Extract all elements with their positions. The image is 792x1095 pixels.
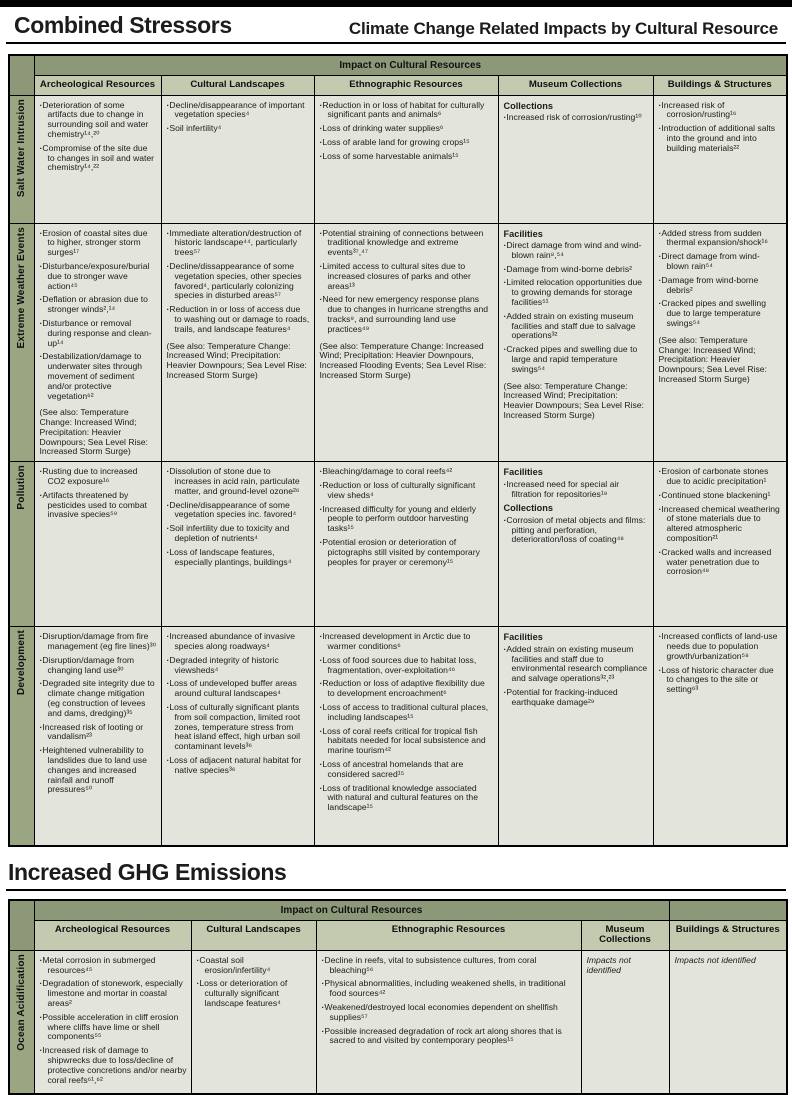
cell-subheading: Collections — [503, 100, 554, 111]
bullet-item: · Damage from wind-borne debris² — [659, 276, 783, 296]
band-header: Impact on Cultural Resources — [34, 900, 669, 921]
bullet-item: · Added strain on existing museum facilities and staff due to environmental research compliance and salvage operations³²,²³ — [504, 645, 649, 684]
cell-swi-archeological — [34, 95, 161, 223]
bullet-item: · Corrosion of metal objects and films: pitting and perforation, deterioration/loss of coating⁴⁸ — [504, 516, 649, 545]
bullet-item: · Loss of drinking water supplies⁶ — [320, 124, 494, 134]
bullet-item: · Direct damage from wind-blown rain⁵⁴ — [659, 252, 783, 272]
bullet-item: · Bleaching/damage to coral reefs⁴² — [320, 467, 494, 477]
section-title-combined-stressors: Combined Stressors — [14, 12, 232, 38]
combined-stressors-table — [8, 54, 788, 847]
bullet-list — [197, 956, 312, 1009]
rowlabel-development — [9, 627, 34, 846]
bullet-item: · Reduction or loss of culturally significant view sheds⁴ — [320, 481, 494, 501]
rowlabel-ocean-acidification — [9, 950, 34, 1094]
bullet-item: · Loss of traditional knowledge associated with natural and cultural features on the landscape¹⁵ — [320, 784, 494, 813]
bullet-item: · Increased risk of looting or vandalism²³ — [40, 723, 157, 743]
bullet-item: · Added stress from sudden thermal expansion/shock¹⁶ — [659, 229, 783, 249]
bullet-list — [504, 241, 649, 375]
cell-pollution-buildings — [653, 462, 787, 627]
bullet-item: · Destabilization/damage to underwater sites through movement of sediment and/or protective vegetation⁶² — [40, 352, 157, 401]
bullet-item: · Increased abundance of invasive species along roadways⁴ — [167, 632, 310, 652]
cell-development-buildings — [653, 627, 787, 846]
bullet-item: · Deflation or abrasion due to stronger winds²,¹⁴ — [40, 295, 157, 315]
bullet-list — [167, 632, 310, 775]
cell-ewe-archeological — [34, 223, 161, 462]
cell-swi-cultural-landscapes — [161, 95, 314, 223]
bullet-item: · Loss of historic character due to changes to the site or setting⁶³ — [659, 666, 783, 695]
bullet-item: · Weakened/destroyed local economies dependent on shellfish supplies⁵⁷ — [322, 1003, 577, 1023]
see-also-note: (See also: Temperature Change: Increased Wind; Precipitation: Heavier Downpours; Sea Level Rise: Increased Storm Surge) — [39, 407, 148, 457]
bullet-list — [320, 467, 494, 567]
bullet-item: · Degradation of stonework, especially limestone and mortar in coastal areas² — [40, 979, 187, 1008]
cell-pollution-cultural-landscapes — [161, 462, 314, 627]
bullet-item: · Artifacts threatened by pesticides used to combat invasive species⁵⁹ — [40, 491, 157, 520]
bullet-item: · Dissolution of stone due to increases in acid rain, particulate matter, and ground-level ozone²⁶ — [167, 467, 310, 496]
see-also-note: (See also: Temperature Change: Increased Wind; Precipitation: Heavier Downpours, Increased Flooding Events; Sea Level Rise: Increased Storm Surge) — [319, 340, 487, 380]
rowlabel-text: Pollution — [16, 465, 28, 510]
cell-development-museum — [498, 627, 653, 846]
table-row — [9, 627, 787, 846]
cell-pollution-archeological — [34, 462, 161, 627]
bullet-item: · Decline in reefs, vital to subsistence cultures, from coral bleaching⁵⁶ — [322, 956, 577, 976]
cell-swi-museum — [498, 95, 653, 223]
bullet-item: · Limited relocation opportunities due to growing demands for storage facilities⁵¹ — [504, 278, 649, 307]
colhead-cultural-landscapes: Cultural Landscapes — [161, 76, 314, 96]
bullet-item: · Loss of culturally significant plants from soil compaction, limited root zones, temperature stress from heat island effect, high urban soil contaminant levels³⁶ — [167, 703, 310, 752]
cell-pollution-museum — [498, 462, 653, 627]
cell-ewe-museum — [498, 223, 653, 462]
table-row — [9, 950, 787, 1094]
bullet-list — [167, 229, 310, 335]
see-also-note: (See also: Temperature Change: Increased Wind; Precipitation: Heavier Downpours; Sea Level Rise: Increased Storm Surge) — [658, 334, 767, 384]
bullet-list — [167, 467, 310, 567]
bullet-item: · Compromise of the site due to changes in soil and water chemistry¹⁴,²² — [40, 144, 157, 173]
rowlabel-text: Salt Water Intrusion — [16, 98, 28, 197]
bullet-item: · Limited access to cultural sites due to increased closures of parks and other areas¹³ — [320, 262, 494, 291]
rowlabel-text: Development — [16, 630, 28, 696]
bullet-item: · Potential straining of connections between traditional knowledge and extreme events³⁷,⁴⁷ — [320, 229, 494, 258]
bullet-item: · Cracked pipes and swelling due to large and rapid temperature swings⁵⁴ — [504, 345, 649, 374]
bullet-list — [40, 101, 157, 174]
colhead-cultural-landscapes: Cultural Landscapes — [191, 920, 316, 950]
bullet-list — [167, 101, 310, 134]
no-impacts-text: Impacts not identified — [674, 954, 756, 965]
bullet-item: · Erosion of carbonate stones due to acidic precipitation¹ — [659, 467, 783, 487]
cell-ocean-ethnographic — [316, 950, 581, 1094]
bullet-item: · Loss of some harvestable animals¹⁵ — [320, 152, 494, 162]
cell-ocean-archeological — [34, 950, 191, 1094]
bullet-item: · Metal corrosion in submerged resources⁴⁵ — [40, 956, 187, 976]
bullet-item: · Introduction of additional salts into the ground and into building materials²² — [659, 124, 783, 153]
corner-cell — [9, 900, 34, 951]
bullet-list — [322, 956, 577, 1046]
bullet-item: · Increased risk of damage to shipwrecks due to loss/decline of protective concretions and/or nearby coral reefs⁶¹,⁶² — [40, 1046, 187, 1085]
bullet-item: · Decline/dissappearance of some vegetation species, other species favored⁴, particularly colonizing species in disturbed areas⁵⁷ — [167, 262, 310, 301]
colhead-museum: Museum Collections — [581, 920, 669, 950]
bullet-item: · Loss of access to traditional cultural places, including landscapes¹⁵ — [320, 703, 494, 723]
bullet-item: · Increased development in Arctic due to warmer conditions⁶ — [320, 632, 494, 652]
bullet-list — [320, 101, 494, 162]
rowlabel-text: Ocean Acidification — [16, 953, 28, 1051]
bullet-item: · Possible increased degradation of rock art along shores that is sacred to and visited by contemporary peoples¹⁵ — [322, 1027, 577, 1047]
bullet-item: · Increased difficulty for young and elderly people to perform outdoor harvesting tasks¹⁵ — [320, 505, 494, 534]
bullet-list — [659, 101, 783, 154]
bullet-list — [40, 467, 157, 520]
bullet-item: · Disruption/damage from fire management (eg fire lines)³⁰ — [40, 632, 157, 652]
bullet-item: · Degraded site integrity due to climate change mitigation (eg construction of levees and dams, dredging)³⁵ — [40, 679, 157, 718]
bullet-list — [659, 229, 783, 329]
cell-subheading: Facilities — [503, 467, 543, 478]
cell-pollution-ethnographic — [314, 462, 498, 627]
bullet-list — [504, 480, 649, 500]
bullet-list — [40, 632, 157, 795]
colhead-archeological: Archeological Resources — [34, 76, 161, 96]
rowlabel-salt-water-intrusion — [9, 95, 34, 223]
bullet-item: · Increased risk of corrosion/rusting¹⁶ — [659, 101, 783, 121]
bullet-list — [504, 645, 649, 708]
bullet-item: · Possible acceleration in cliff erosion where cliffs have lime or shell components⁵⁵ — [40, 1013, 187, 1042]
colhead-buildings: Buildings & Structures — [653, 76, 787, 96]
bullet-item: · Physical abnormalities, including weakened shells, in traditional food sources⁴² — [322, 979, 577, 999]
top-black-bar — [0, 0, 792, 7]
cell-ewe-ethnographic — [314, 223, 498, 462]
bullet-item: · Soil infertility⁴ — [167, 124, 310, 134]
bullet-item: · Loss of arable land for growing crops¹⁵ — [320, 138, 494, 148]
bullet-item: · Loss or deterioration of culturally significant landscape features⁴ — [197, 979, 312, 1008]
bullet-item: · Reduction in or loss of access due to washing out or damage to roads, trails, and landscape features⁴ — [167, 305, 310, 334]
bullet-item: · Direct damage from wind and wind-blown rain⁸,⁵⁴ — [504, 241, 649, 261]
bullet-item: · Need for new emergency response plans due to changes in hurricane strengths and tracks⁹, and surrounding land use practices⁴⁹ — [320, 295, 494, 334]
page-header — [6, 7, 786, 44]
bullet-item: · Potential for fracking-induced earthquake damage²⁹ — [504, 688, 649, 708]
bullet-item: · Cracked pipes and swelling due to large temperature swings⁵⁴ — [659, 299, 783, 328]
bullet-item: · Loss of landscape features, especially plantings, buildings⁴ — [167, 548, 310, 568]
bullet-item: · Loss of coral reefs critical for tropical fish habitats needed for local subsistence and marine tourism⁴² — [320, 727, 494, 756]
band-spacer-cell — [669, 900, 787, 921]
bullet-item: · Heightened vulnerability to landslides due to land use changes and increased rainfall and runoff pressures⁵⁰ — [40, 746, 157, 795]
bullet-item: · Loss of undeveloped buffer areas around cultural landscapes⁴ — [167, 679, 310, 699]
ghg-emissions-table — [8, 899, 788, 1095]
section-title-ghg-emissions: Increased GHG Emissions — [6, 861, 786, 891]
bullet-item: · Potential erosion or deterioration of pictographs still visited by contemporary peoples for prayer or ceremony¹⁵ — [320, 538, 494, 567]
bullet-list — [504, 113, 649, 123]
bullet-item: · Immediate alteration/destruction of historic landscape⁴⁴, particularly trees⁵⁷ — [167, 229, 310, 258]
bullet-list — [320, 632, 494, 813]
cell-development-archeological — [34, 627, 161, 846]
colhead-museum: Museum Collections — [498, 76, 653, 96]
bullet-item: · Continued stone blackening¹ — [659, 491, 783, 501]
bullet-item: · Added strain on existing museum facilities and staff due to salvage operations³² — [504, 312, 649, 341]
bullet-item: · Increased need for special air filtration for repositories¹⁹ — [504, 480, 649, 500]
cell-subheading: Facilities — [503, 632, 543, 643]
bullet-item: · Loss of adjacent natural habitat for native species³⁶ — [167, 756, 310, 776]
rowlabel-text: Extreme Weather Events — [16, 226, 28, 349]
bullet-list — [320, 229, 494, 335]
bullet-list — [504, 516, 649, 545]
cell-subheading: Collections — [503, 503, 554, 514]
cell-ocean-museum — [581, 950, 669, 1094]
cell-ocean-cultural-landscapes — [191, 950, 316, 1094]
bullet-item: · Disturbance/exposure/burial due to stronger wave action⁴⁵ — [40, 262, 157, 291]
bullet-item: · Deterioration of some artifacts due to change in surrounding soil and water chemistry¹⁴,²⁰ — [40, 101, 157, 140]
bullet-list — [40, 229, 157, 402]
bullet-item: · Disturbance or removal during response and clean-up¹⁴ — [40, 319, 157, 348]
bullet-item: · Decline/disappearance of some vegetation species inc. favored⁴ — [167, 501, 310, 521]
bullet-item: · Loss of food sources due to habitat loss, fragmentation, over-exploitation⁴⁶ — [320, 656, 494, 676]
bullet-item: · Damage from wind-borne debris² — [504, 265, 649, 275]
bullet-item: · Degraded integrity of historic viewsheds⁴ — [167, 656, 310, 676]
cell-ocean-buildings — [669, 950, 787, 1094]
bullet-item: · Disruption/damage from changing land use³⁰ — [40, 656, 157, 676]
band-row — [9, 900, 787, 921]
bullet-item: · Reduction or loss of adaptive flexibility due to development encroachment⁶ — [320, 679, 494, 699]
colhead-ethnographic: Ethnographic Resources — [316, 920, 581, 950]
table-row — [9, 462, 787, 627]
column-header-row — [9, 76, 787, 96]
column-header-row — [9, 920, 787, 950]
cell-swi-ethnographic — [314, 95, 498, 223]
bullet-item: · Soil infertility due to toxicity and depletion of nutrients⁴ — [167, 524, 310, 544]
table-row — [9, 95, 787, 223]
rowlabel-extreme-weather-events — [9, 223, 34, 462]
cell-subheading: Facilities — [503, 228, 543, 239]
bullet-item: · Decline/disappearance of important vegetation species⁴ — [167, 101, 310, 121]
bullet-list — [659, 467, 783, 577]
bullet-list — [40, 956, 187, 1086]
band-header: Impact on Cultural Resources — [34, 55, 787, 76]
cell-ewe-cultural-landscapes — [161, 223, 314, 462]
band-row — [9, 55, 787, 76]
page-title: Climate Change Related Impacts by Cultural Resource — [348, 19, 778, 38]
cell-development-cultural-landscapes — [161, 627, 314, 846]
bullet-item: · Increased chemical weathering of stone materials due to altered atmospheric composition²¹ — [659, 505, 783, 544]
cell-development-ethnographic — [314, 627, 498, 846]
bullet-item: · Increased conflicts of land-use needs due to population growth/urbanization⁵⁸ — [659, 632, 783, 661]
corner-cell — [9, 55, 34, 95]
bullet-item: · Reduction in or loss of habitat for culturally significant pants and animals⁶ — [320, 101, 494, 121]
bullet-item: · Erosion of coastal sites due to higher, stronger storm surges¹⁷ — [40, 229, 157, 258]
cell-ewe-buildings — [653, 223, 787, 462]
no-impacts-text: Impacts not identified — [586, 954, 631, 975]
colhead-archeological: Archeological Resources — [34, 920, 191, 950]
bullet-item: · Loss of ancestral homelands that are considered sacred¹⁵ — [320, 760, 494, 780]
bullet-item: · Increased risk of corrosion/rusting¹⁰ — [504, 113, 649, 123]
bullet-item: · Coastal soil erosion/infertility⁴ — [197, 956, 312, 976]
bullet-list — [659, 632, 783, 695]
colhead-ethnographic: Ethnographic Resources — [314, 76, 498, 96]
bullet-item: · Rusting due to increased CO2 exposure¹⁶ — [40, 467, 157, 487]
cell-swi-buildings — [653, 95, 787, 223]
see-also-note: (See also: Temperature Change: Increased Wind; Precipitation: Heavier Downpours; Sea Level Rise: Increased Storm Surge) — [166, 340, 307, 380]
colhead-buildings: Buildings & Structures — [669, 920, 787, 950]
table-row — [9, 223, 787, 462]
see-also-note: (See also: Temperature Change: Increased Wind; Precipitation: Heavier Downpours; Sea Level Rise: Increased Storm Surge) — [503, 380, 644, 420]
rowlabel-pollution — [9, 462, 34, 627]
bullet-item: · Cracked walls and increased water penetration due to corrosion⁴⁸ — [659, 548, 783, 577]
